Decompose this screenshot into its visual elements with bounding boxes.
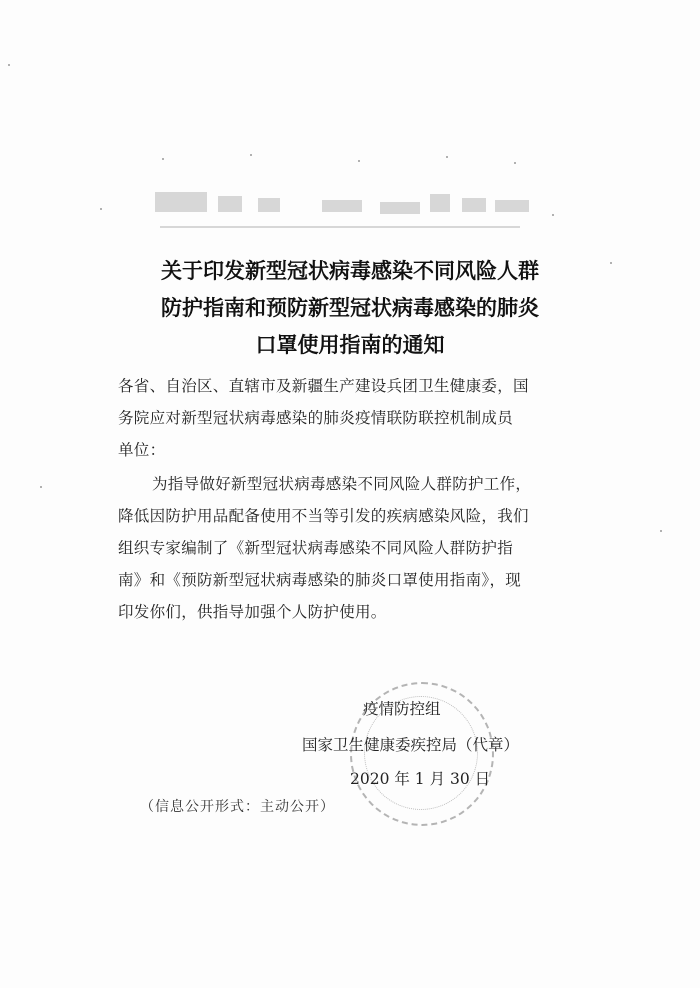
faded-letterhead <box>90 150 570 240</box>
salutation-line: 各省、自治区、直辖市及新疆生产建设兵团卫生健康委，国 <box>118 377 529 395</box>
title-line: 口罩使用指南的通知 <box>255 333 445 357</box>
paragraph-line: 组织专家编制了《新型冠状病毒感染不同风险人群防护指 <box>118 539 514 557</box>
salutation <box>118 370 570 466</box>
scan-speck <box>40 486 42 488</box>
title-line: 防护指南和预防新型冠状病毒感染的肺炎 <box>161 296 539 320</box>
body-paragraph <box>118 468 570 628</box>
paragraph-line: 南》和《预防新型冠状病毒感染的肺炎口罩使用指南》，现 <box>118 571 522 589</box>
salutation-line: 单位： <box>118 441 166 459</box>
disclosure-note: （信息公开形式：主动公开） <box>140 799 335 815</box>
paragraph-line: 为指导做好新型冠状病毒感染不同风险人群防护工作， <box>152 475 532 493</box>
signature-date: 2020 年 1 月 30 日 <box>350 770 491 788</box>
title-line: 关于印发新型冠状病毒感染不同风险人群 <box>161 259 539 283</box>
document-title <box>80 253 620 364</box>
scan-speck <box>8 64 10 66</box>
salutation-line: 务院应对新型冠状病毒感染的肺炎疫情联防联控机制成员 <box>118 409 514 427</box>
scan-speck <box>660 530 662 532</box>
signature-group: 疫情防控组 <box>363 700 441 718</box>
paragraph-line: 降低因防护用品配备使用不当等引发的疾病感染风险，我们 <box>118 507 529 525</box>
signature-issuer: 国家卫生健康委疾控局（代章） <box>302 736 520 754</box>
paragraph-line: 印发你们，供指导加强个人防护使用。 <box>118 603 387 621</box>
